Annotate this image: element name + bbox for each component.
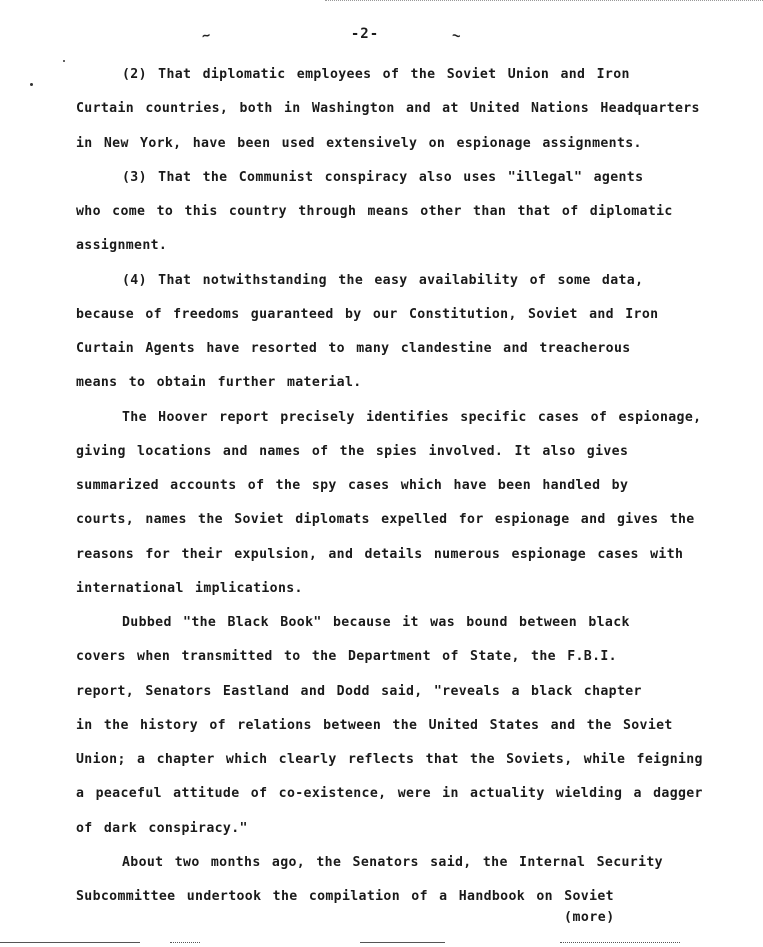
text-line: Subcommittee undertook the compilation of a Handbook on Soviet xyxy=(76,889,614,904)
text-line: Curtain Agents have resorted to many clandestine and treacherous xyxy=(76,341,631,356)
scan-edge-dots xyxy=(325,0,763,3)
scan-speck xyxy=(30,83,33,86)
text-line: Curtain countries, both in Washington and at United Nations Headquarters xyxy=(76,101,700,117)
text-line: means to obtain further material. xyxy=(76,375,362,391)
text-line: of dark conspiracy." xyxy=(76,820,248,836)
footer-rule xyxy=(360,942,445,943)
text-line: a peaceful attitude of co-existence, were in actuality wielding a dagger xyxy=(76,786,703,802)
continuation-marker: (more) xyxy=(564,910,615,925)
text-line: courts, names the Soviet diplomats expelled for espionage and gives the xyxy=(76,512,695,528)
handwritten-mark-right: ~ xyxy=(450,27,462,45)
text-line: (3) That the Communist conspiracy also uses "illegal" agents xyxy=(122,169,644,185)
text-line: report, Senators Eastland and Dodd said, "reveals a black chapter xyxy=(76,683,642,699)
text-line: reasons for their expulsion, and details numerous espionage cases with xyxy=(76,546,684,562)
scan-speck xyxy=(63,60,65,62)
text-line: summarized accounts of the spy cases which have been handled by xyxy=(76,478,629,493)
footer-rule xyxy=(0,942,140,943)
handwritten-mark-left: ~ xyxy=(200,27,213,45)
text-line: in the history of relations between the United States and the Soviet xyxy=(76,717,673,733)
text-line: (2) That diplomatic employees of the Soviet Union and Iron xyxy=(122,67,630,82)
text-line: Dubbed "the Black Book" because it was bound between black xyxy=(122,615,630,630)
text-line: The Hoover report precisely identifies specific cases of espionage, xyxy=(122,409,702,425)
body-text xyxy=(76,64,703,920)
footer-rule xyxy=(560,942,680,943)
text-line: giving locations and names of the spies involved. It also gives xyxy=(76,443,629,459)
text-line: About two months ago, the Senators said, the Internal Security xyxy=(122,854,663,870)
text-line: who come to this country through means other than that of diplomatic xyxy=(76,204,673,219)
footer-rule xyxy=(170,942,200,943)
text-line: because of freedoms guaranteed by our Constitution, Soviet and Iron xyxy=(76,306,659,322)
text-line: (4) That notwithstanding the easy availability of some data, xyxy=(122,272,644,288)
text-line: assignment. xyxy=(76,238,168,254)
text-line: Union; a chapter which clearly reflects that the Soviets, while feigning xyxy=(76,752,703,767)
text-line: covers when transmitted to the Department of State, the F.B.I. xyxy=(76,649,617,665)
text-line: international implications. xyxy=(76,580,303,596)
page-number: -2- xyxy=(350,26,380,42)
text-line: in New York, have been used extensively on espionage assignments. xyxy=(76,135,642,151)
